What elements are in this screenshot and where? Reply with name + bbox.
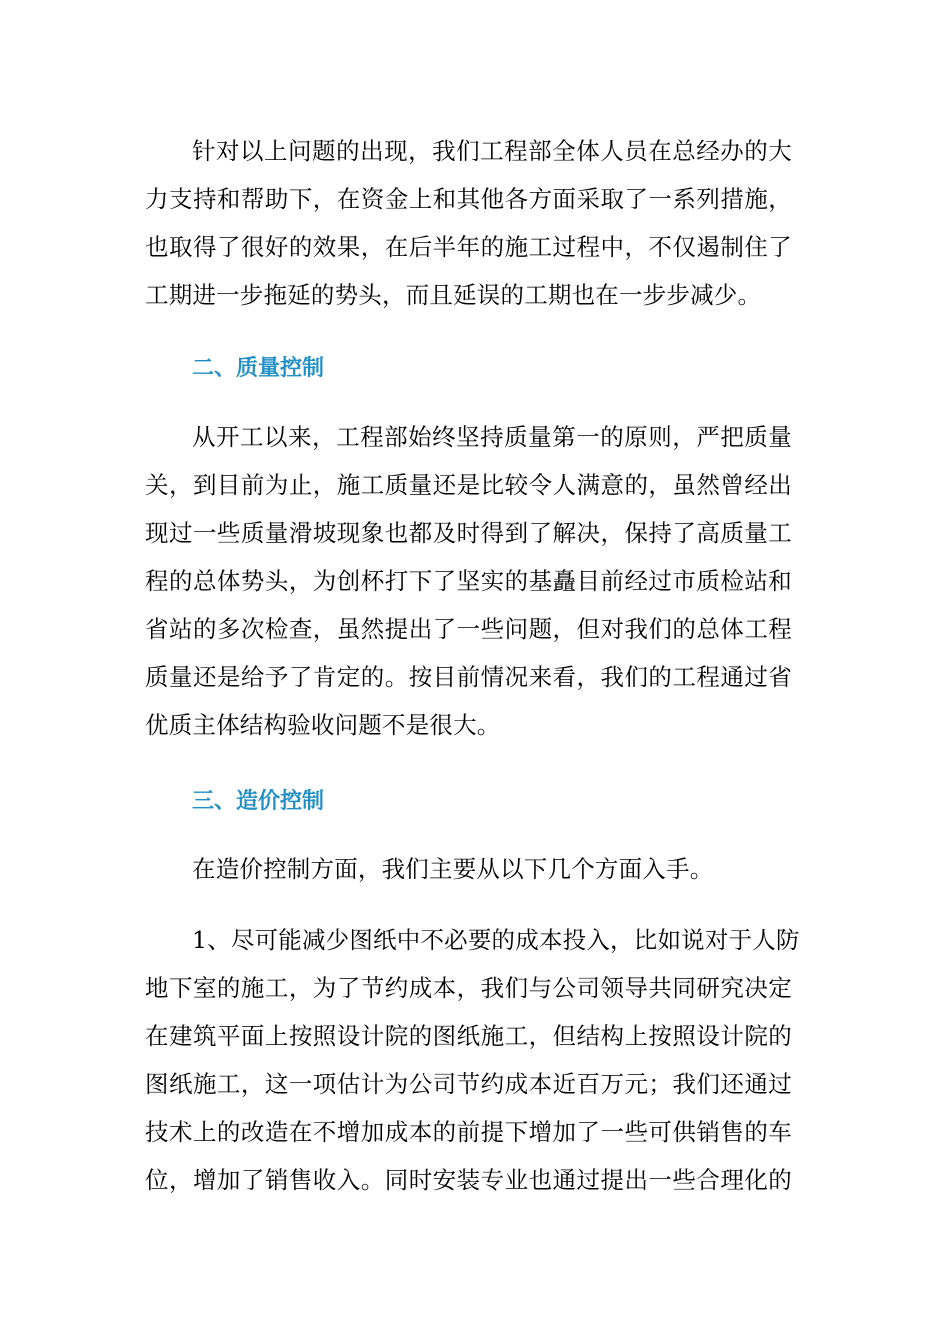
paragraph-line: 在造价控制方面，我们主要从以下几个方面入手。	[192, 855, 714, 883]
section-heading-cost: 三、造价控制	[192, 789, 325, 814]
paragraph-line: 质量还是给予了肯定的。按目前情况来看，我们的工程通过省	[145, 663, 792, 691]
paragraph-line: 现过一些质量滑坡现象也都及时得到了解决，保持了高质量工	[145, 519, 792, 547]
section-heading-quality: 二、质量控制	[192, 356, 325, 381]
paragraph-line: 优质主体结构验收问题不是很大。	[145, 711, 501, 739]
paragraph-line: 省站的多次检查，虽然提出了一些问题，但对我们的总体工程	[145, 615, 792, 643]
paragraph-line: 程的总体势头，为创杯打下了坚实的基矗目前经过市质检站和	[145, 567, 792, 595]
paragraph-line: 关，到目前为止，施工质量还是比较令人满意的，虽然曾经出	[145, 471, 792, 499]
paragraph-line: 位，增加了销售收入。同时安装专业也通过提出一些合理化的	[145, 1166, 792, 1194]
paragraph-line: 针对以上问题的出现，我们工程部全体人员在总经办的大	[192, 137, 792, 165]
paragraph-line: 从开工以来，工程部始终坚持质量第一的原则，严把质量	[192, 423, 792, 451]
paragraph-line: 力支持和帮助下，在资金上和其他各方面采取了一系列措施，	[145, 185, 792, 213]
paragraph-line: 技术上的改造在不增加成本的前提下增加了一些可供销售的车	[145, 1118, 792, 1146]
paragraph-line: 在建筑平面上按照设计院的图纸施工，但结构上按照设计院的	[145, 1022, 792, 1050]
paragraph-line: 图纸施工，这一项估计为公司节约成本近百万元；我们还通过	[145, 1070, 792, 1098]
paragraph-line: 也取得了很好的效果，在后半年的施工过程中，不仅遏制住了	[145, 233, 792, 261]
paragraph-line: 地下室的施工，为了节约成本，我们与公司领导共同研究决定	[145, 974, 792, 1002]
paragraph-line: 工期进一步拖延的势头，而且延误的工期也在一步步减少。	[145, 281, 762, 309]
paragraph-line: 1、尽可能减少图纸中不必要的成本投入，比如说对于人防	[192, 926, 800, 954]
